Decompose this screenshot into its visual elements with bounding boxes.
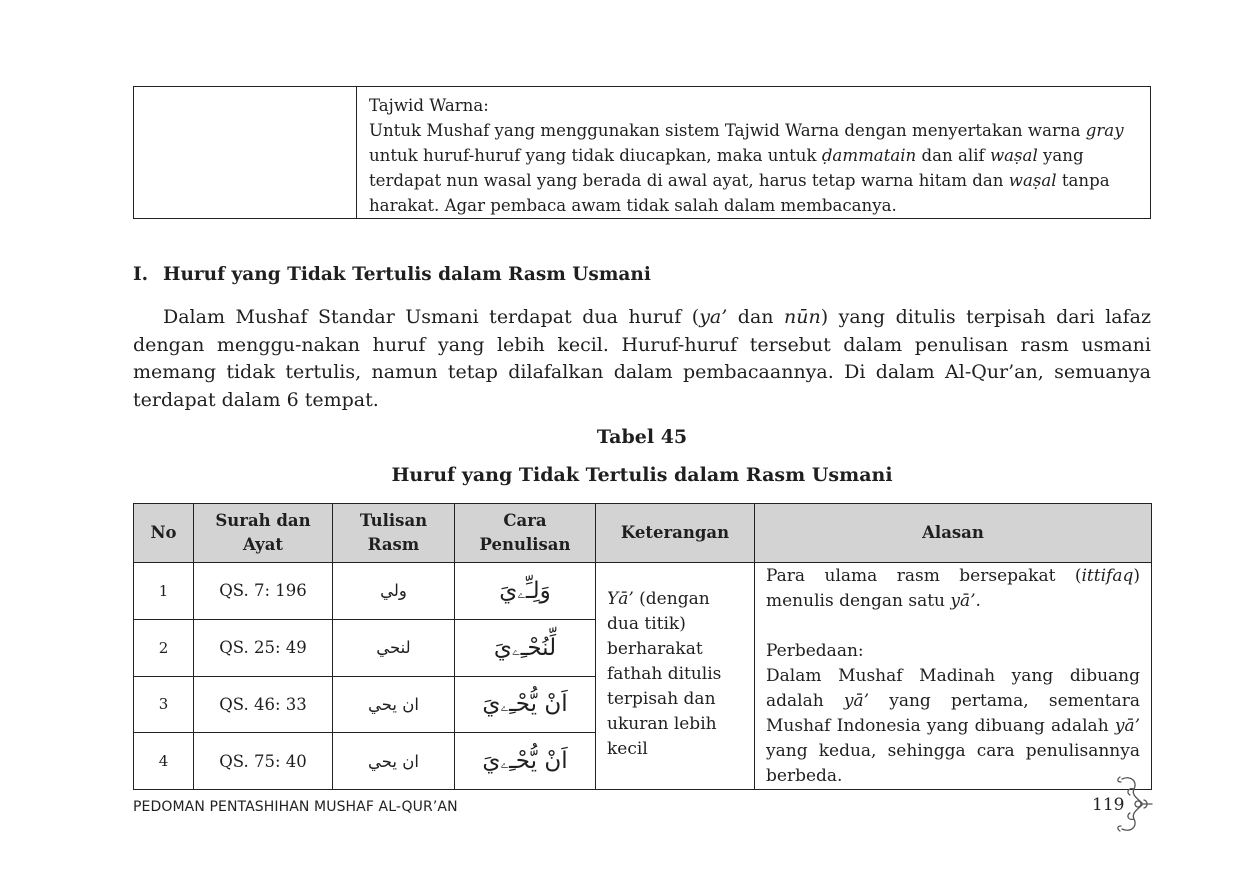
keterangan-cell: Yā’ (dengan dua titik) berharakat fathah ditulis terpisah dan ukuran lebih kecil bbox=[596, 563, 755, 790]
header-keterangan: Keterangan bbox=[596, 504, 755, 563]
rasm-table bbox=[133, 503, 1152, 790]
running-footer-title: PEDOMAN PENTASHIHAN MUSHAF AL-QUR’AN bbox=[133, 799, 458, 815]
section-heading bbox=[133, 264, 651, 285]
tajwid-warna-cell bbox=[357, 87, 1151, 219]
row-surah: QS. 7: 196 bbox=[194, 563, 333, 620]
header-no: No bbox=[134, 504, 194, 563]
tajwid-continuation-table bbox=[133, 86, 1151, 219]
row-no: 2 bbox=[134, 619, 194, 676]
header-cara: Cara Penulisan bbox=[455, 504, 596, 563]
body-paragraph: Dalam Mushaf Standar Usmani terdapat dua huruf (ya’ dan nūn) yang ditulis terpisah dari lafaz dengan menggu-nakan huruf yang lebih kecil. Huruf-huruf tersebut dalam penulisan rasm usmani memang tidak tertulis, namun tetap dilafalkan dalam pembacaannya. Di dalam Al-Qur’an, semuanya terdapat dalam 6 tempat. bbox=[133, 306, 1151, 411]
alasan-paragraph-2: Perbedaan: bbox=[766, 641, 864, 661]
alasan-paragraph-3: Dalam Mushaf Madinah yang dibuang adalah yā’ yang pertama, sementara Mushaf Indonesia yang dibuang adalah yā’ yang kedua, sehingga cara penulisannya berbeda. bbox=[766, 666, 1141, 786]
row-surah: QS. 75: 40 bbox=[194, 733, 333, 790]
row-no: 3 bbox=[134, 676, 194, 733]
section-number: I. bbox=[133, 264, 149, 285]
table-number: Tabel 45 bbox=[596, 426, 688, 448]
tajwid-text: Untuk Mushaf yang menggunakan sistem Tajwid Warna dengan menyertakan warna gray untuk huruf-huruf yang tidak diucapkan, maka untuk ḍammatain dan alif waṣal yang terdapat nun wasal yang berada di awal ayat, harus tetap warna hitam dan waṣal tanpa harakat. Agar pembaca awam tidak salah dalam membacanya. bbox=[369, 121, 1124, 215]
tajwid-label: Tajwid Warna: bbox=[369, 96, 489, 115]
section-title: Huruf yang Tidak Tertulis dalam Rasm Usmani bbox=[163, 264, 651, 285]
header-surah: Surah dan Ayat bbox=[194, 504, 333, 563]
row-rasm: لنحي bbox=[333, 619, 455, 676]
row-cara: لِّنُحْـِۦيَ bbox=[455, 619, 596, 676]
floral-ornament-icon bbox=[1108, 773, 1154, 835]
row-rasm: ان يحي bbox=[333, 676, 455, 733]
table-header-row bbox=[134, 504, 1152, 563]
header-rasm: Tulisan Rasm bbox=[333, 504, 455, 563]
row-no: 1 bbox=[134, 563, 194, 620]
table-row bbox=[134, 563, 1152, 620]
row-surah: QS. 46: 33 bbox=[194, 676, 333, 733]
page-number: 119 bbox=[1092, 795, 1125, 815]
header-alasan: Alasan bbox=[755, 504, 1152, 563]
row-cara: اَنْ يُّحْـِۦيَ bbox=[455, 733, 596, 790]
row-no: 4 bbox=[134, 733, 194, 790]
row-rasm: ان يحي bbox=[333, 733, 455, 790]
empty-cell bbox=[134, 87, 357, 219]
row-cara: اَنْ يُّحْـِۦيَ bbox=[455, 676, 596, 733]
alasan-cell bbox=[755, 563, 1152, 790]
row-rasm: ولي bbox=[333, 563, 455, 620]
row-surah: QS. 25: 49 bbox=[194, 619, 333, 676]
row-cara: وَلِـِّۦيَ bbox=[455, 563, 596, 620]
table-title: Huruf yang Tidak Tertulis dalam Rasm Usmani bbox=[391, 464, 893, 486]
alasan-paragraph-1: Para ulama rasm bersepakat (ittifaq) menulis dengan satu yā’. bbox=[766, 566, 1140, 611]
